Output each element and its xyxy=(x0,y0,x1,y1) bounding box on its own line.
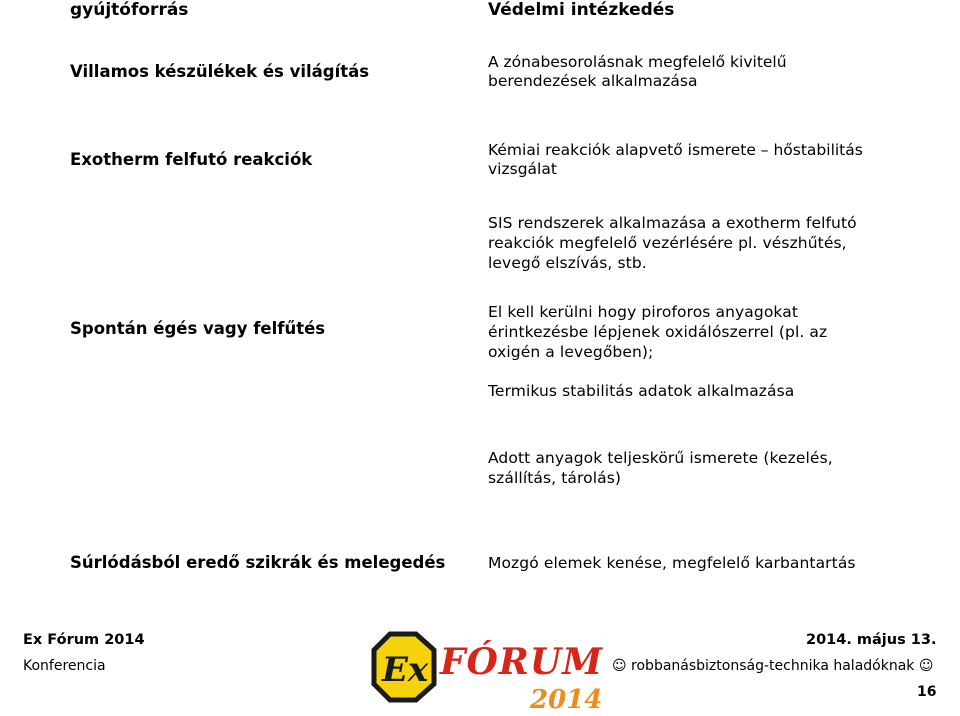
measure-block-pyrophoric xyxy=(488,302,827,362)
row-label-friction: Súrlódásból eredő szikrák és melegedés xyxy=(70,553,446,572)
page-number: 16 xyxy=(917,684,937,700)
ex-forum-logo xyxy=(370,628,610,712)
measure-line: oxigén a levegőben); xyxy=(488,343,654,361)
event-subtitle: Konferencia xyxy=(23,658,106,674)
date: 2014. május 13. xyxy=(806,632,937,648)
measure-line: reakciók megfelelő vezérlésére pl. vészhűtés, xyxy=(488,234,847,252)
tagline: ☺ robbanásbiztonság-technika haladóknak ☺ xyxy=(612,658,934,674)
measure-line: Termikus stabilitás adatok alkalmazása xyxy=(488,382,795,400)
logo-graphic xyxy=(370,628,610,712)
logo-word: FÓRUM xyxy=(440,641,604,683)
logo-mark-text: Ex xyxy=(382,650,429,690)
measure-line: berendezések alkalmazása xyxy=(488,72,698,90)
row-label-electrical: Villamos készülékek és világítás xyxy=(70,62,370,81)
row-measure-friction xyxy=(488,553,856,573)
measure-line: Adott anyagok teljeskörű ismerete (kezelés, xyxy=(488,449,833,467)
measure-line: El kell kerülni hogy piroforos anyagokat xyxy=(488,303,799,321)
measure-line: Mozgó elemek kenése, megfelelő karbantartás xyxy=(488,554,856,572)
measure-line: levegő elszívás, stb. xyxy=(488,254,647,272)
column-header-protective-measure: Védelmi intézkedés xyxy=(488,0,675,20)
measure-line: vizsgálat xyxy=(488,160,557,178)
measure-block-thermal xyxy=(488,381,794,401)
measure-line: A zónabesorolásnak megfelelő kivitelű xyxy=(488,53,787,71)
row-measure-electrical xyxy=(488,53,787,91)
logo-year: 2014 xyxy=(530,685,603,712)
measure-block-sis xyxy=(488,213,857,273)
measure-line: szállítás, tárolás) xyxy=(488,469,622,487)
footer xyxy=(0,618,960,712)
column-header-ignition-source: gyújtóforrás xyxy=(70,0,189,20)
event-title: Ex Fórum 2014 xyxy=(23,632,145,648)
measure-line: érintkezésbe lépjenek oxidálószerrel (pl. az xyxy=(488,323,828,341)
row-label-spontaneous: Spontán égés vagy felfűtés xyxy=(70,319,326,338)
measure-line: SIS rendszerek alkalmazása a exotherm felfutó xyxy=(488,214,857,232)
measure-block-material xyxy=(488,448,833,488)
row-measure-exotherm xyxy=(488,141,863,179)
measure-line: Kémiai reakciók alapvető ismerete – hőstabilitás xyxy=(488,141,863,159)
row-label-exotherm: Exotherm felfutó reakciók xyxy=(70,150,313,169)
